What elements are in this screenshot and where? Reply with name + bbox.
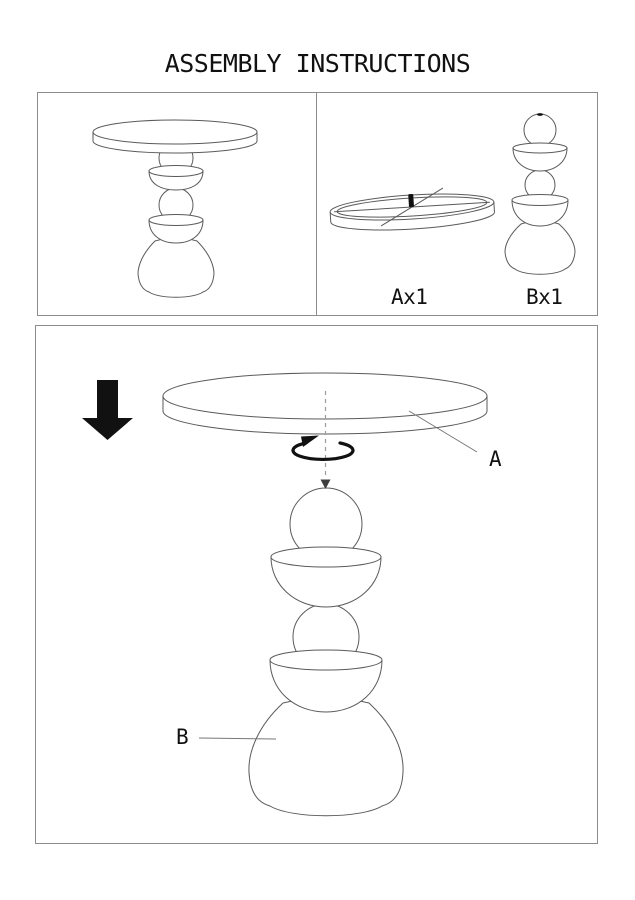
part-a-qty-label: Ax1 [391, 285, 428, 309]
overview-and-parts-panel [37, 92, 598, 316]
callout-b-label: B [176, 725, 189, 749]
panel-divider [316, 93, 317, 315]
part-b-qty-label: Bx1 [526, 285, 563, 309]
page-title: ASSEMBLY INSTRUCTIONS [164, 49, 471, 78]
assembly-step-panel [35, 325, 598, 844]
callout-a-label: A [489, 447, 502, 471]
